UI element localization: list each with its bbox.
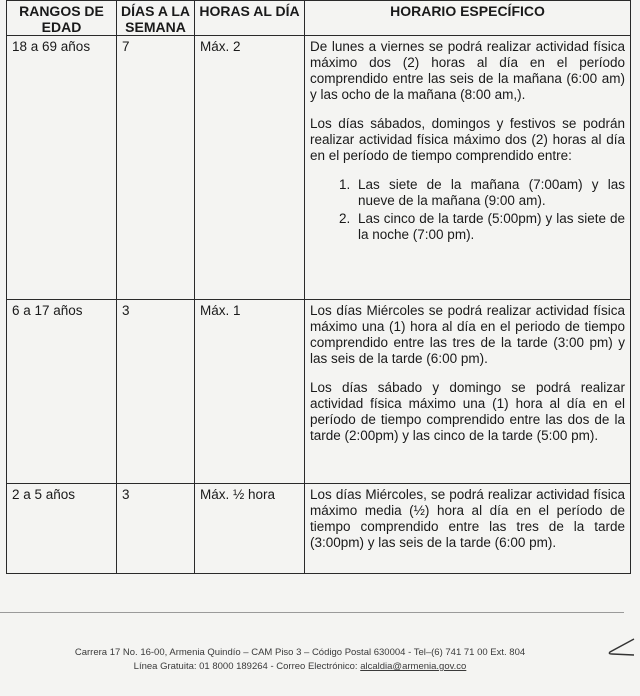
list-item: 1. Las siete de la mañana (7:00am) y las nueve de la mañana (9:00 am). [354,177,625,209]
hours-cell: Máx. ½ hora [195,484,305,574]
age-range-cell: 2 a 5 años [7,484,117,574]
schedule-cell [305,484,631,574]
hours-cell: Máx. 1 [195,300,305,484]
age-range-cell: 6 a 17 años [7,300,117,484]
schedule-paragraph: Los días sábado y domingo se podrá realizar actividad física máximo una (1) hora al día en el período de tiempo comprendido entre las dos de la tarde (2:00pm) y las cinco de la tarde (5:00 pm). [310,380,625,443]
table-row [7,36,631,300]
header-days-per-week: DÍAS A LA SEMANA [117,1,195,36]
schedule-paragraph: Los días Miércoles, se podrá realizar actividad física máximo media (½) hora al día en el período de tiempo comprendido entre las tres de la tarde (3:00pm) y las seis de la tarde (6:00 pm). [310,487,625,550]
days-cell: 3 [117,484,195,574]
table-row [7,300,631,484]
hours-cell: Máx. 2 [195,36,305,300]
schedule-paragraph: Los días Miércoles se podrá realizar actividad física máximo una (1) hora al día en el periodo de tiempo comprendido entre las tres de la tarde (3:00 pm) y las seis de la tarde (6:00 pm). [310,303,625,366]
schedule-cell [305,300,631,484]
footer-address: Carrera 17 No. 16-00, Armenia Quindío – CAM Piso 3 – Código Postal 630004 - Tel–(6) 741 71 00 Ext. 804 [74,647,526,658]
age-range-cell: 18 a 69 años [7,36,117,300]
schedule-paragraph: De lunes a viernes se podrá realizar actividad física máximo dos (2) horas al día en el período comprendido entre las seis de la mañana (6:00 am) y las ocho de la mañana (8:00 am,). [310,39,625,102]
footer-contact-text: Línea Gratuita: 01 8000 189264 - Correo Electrónico: [133,661,358,672]
table-header-row [7,1,631,36]
schedule-time-list [310,177,625,243]
activity-schedule-table [6,0,631,574]
table-row [7,484,631,574]
page-footer [0,646,600,674]
list-item: 2. Las cinco de la tarde (5:00pm) y las siete de la noche (7:00 pm). [354,211,625,243]
footer-email-link[interactable]: alcaldia@armenia.gov.co [360,661,467,672]
header-age-range: RANGOS DE EDAD [7,1,117,36]
schedule-table-container [6,0,630,574]
days-cell: 3 [117,300,195,484]
header-hours-per-day: HORAS AL DÍA [195,1,305,36]
schedule-cell [305,36,631,300]
signature-mark-icon [606,636,636,662]
days-cell: 7 [117,36,195,300]
schedule-paragraph: Los días sábados, domingos y festivos se podrán realizar actividad física máximo dos (2) horas al día en el período de tiempo comprendido entre: [310,116,625,163]
footer-contact [0,660,600,674]
page-divider [0,612,624,613]
header-specific-schedule: HORARIO ESPECÍFICO [305,1,631,36]
